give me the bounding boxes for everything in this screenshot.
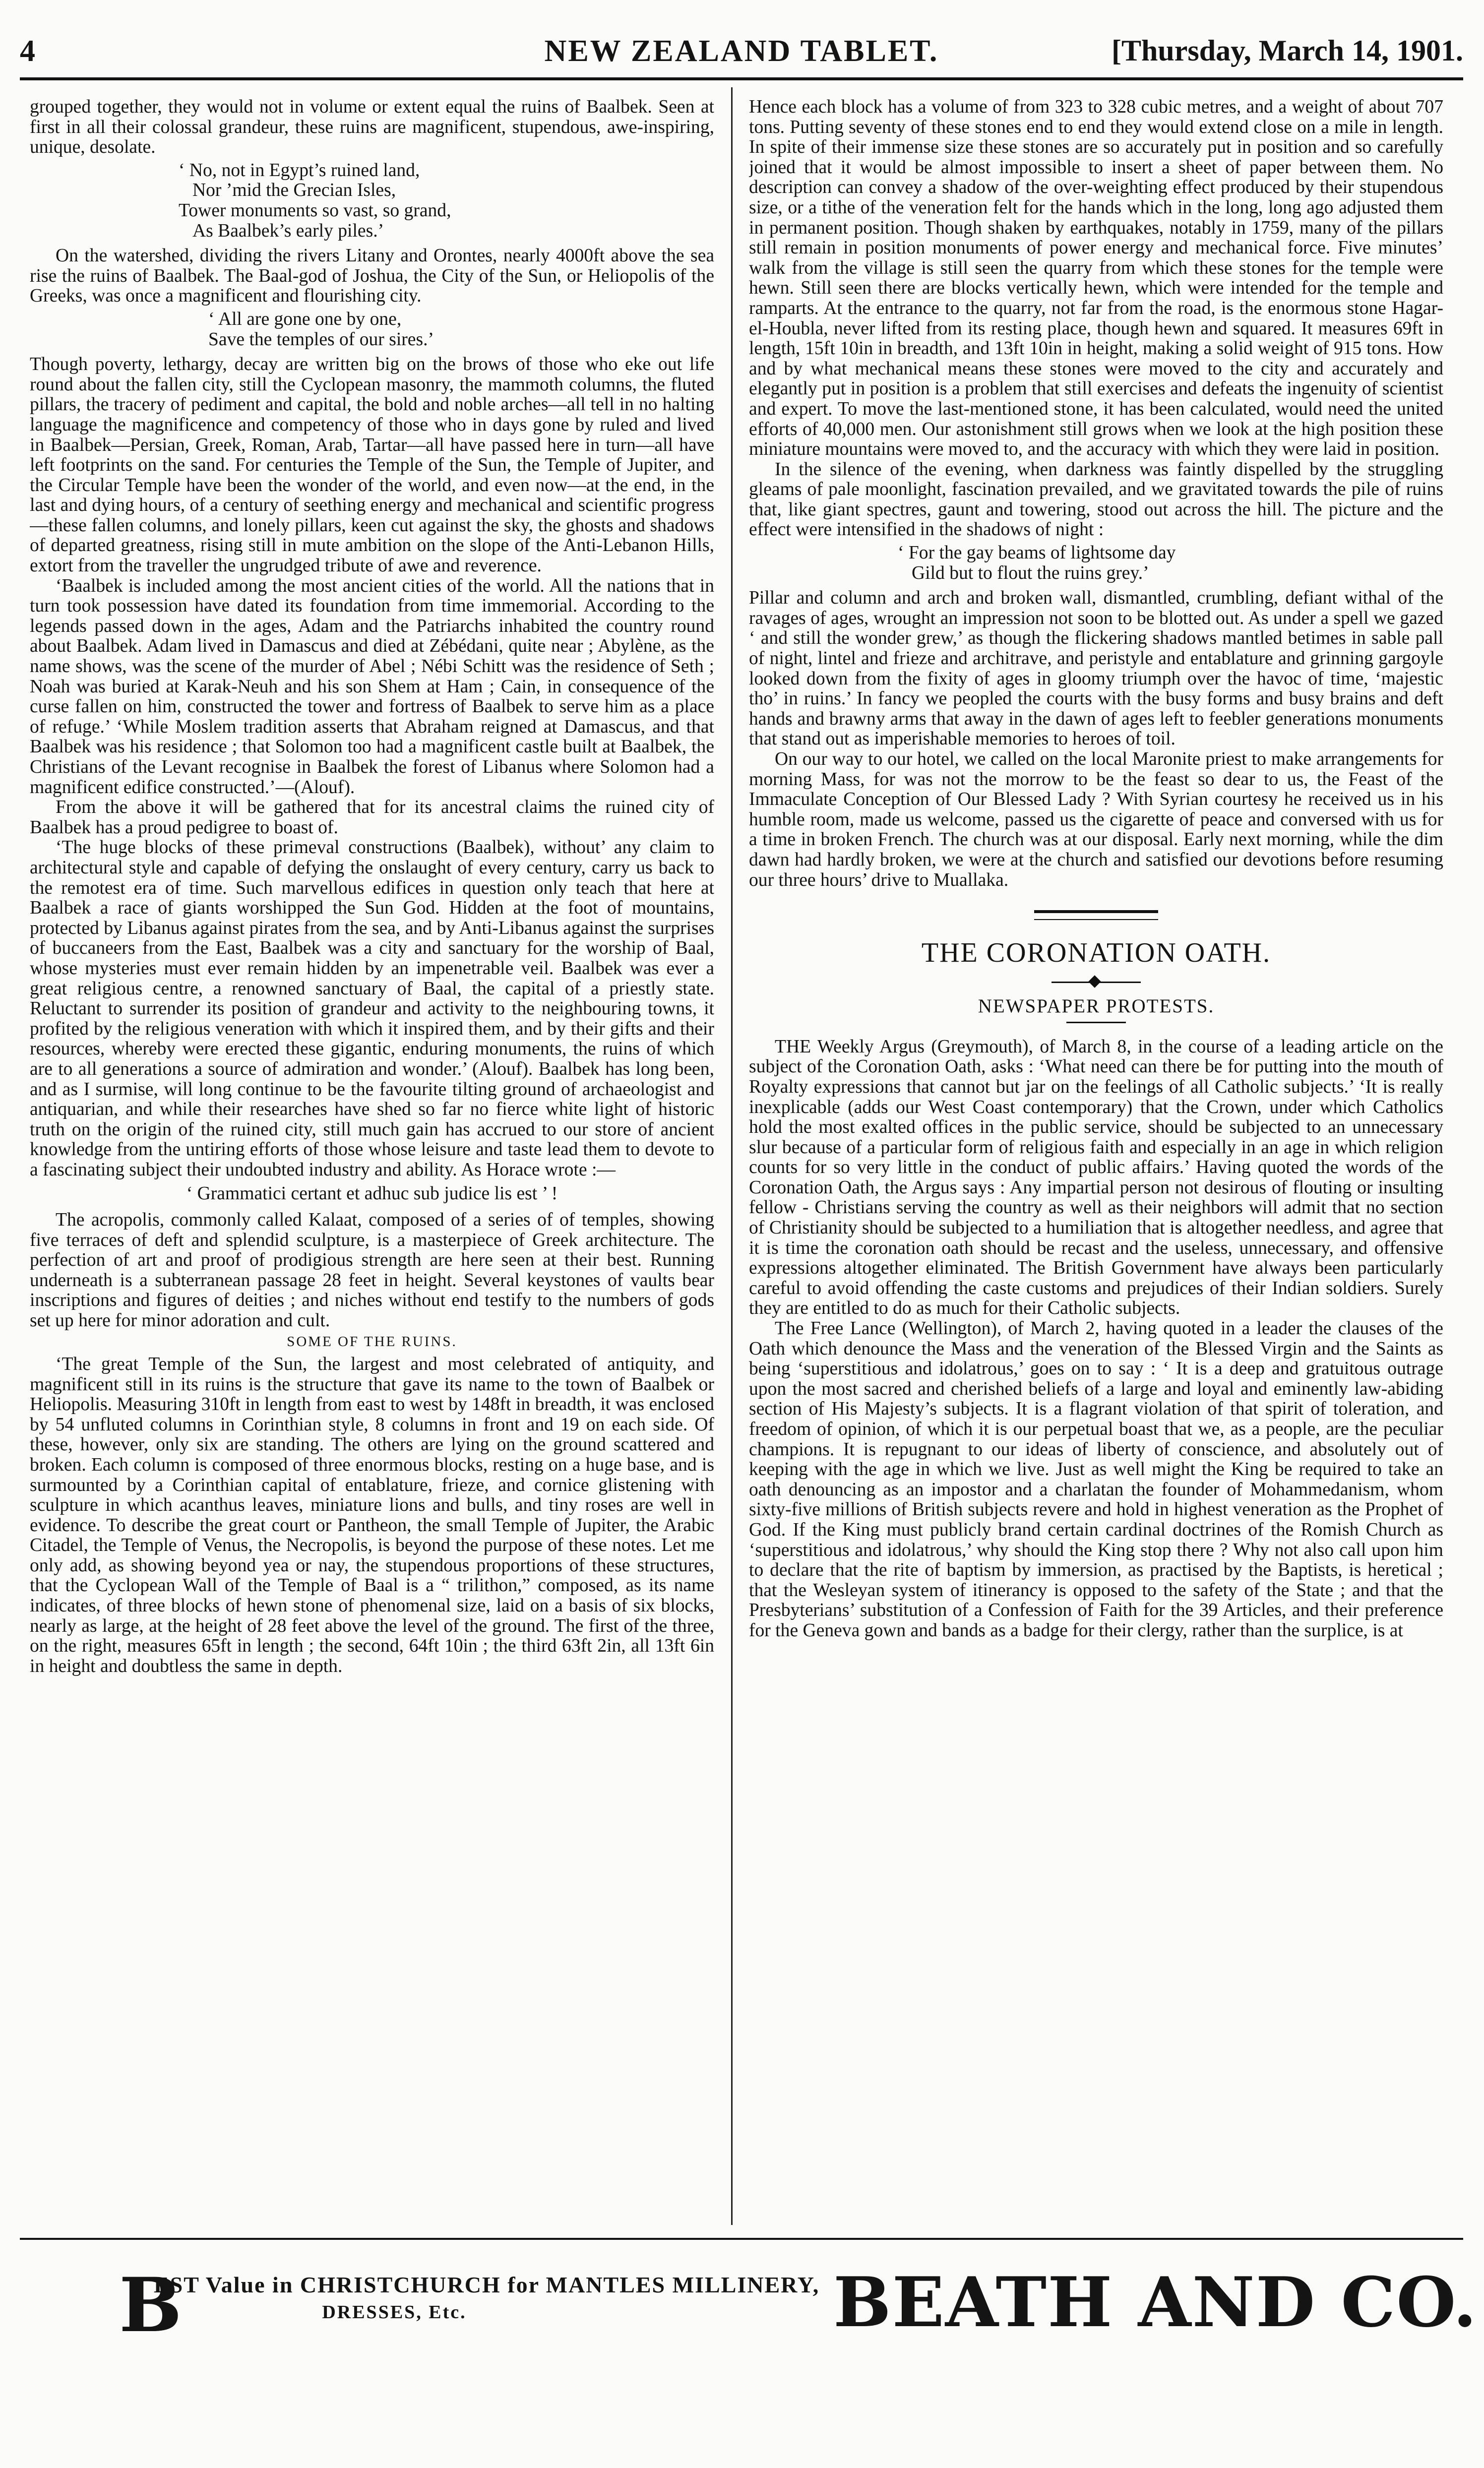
diamond-ornament — [1051, 976, 1141, 988]
footer-rule — [20, 2238, 1463, 2240]
publication-title: NEW ZEALAND TABLET. — [544, 34, 939, 68]
verse-line: ‘ For the gay beams of lightsome day — [898, 543, 1176, 563]
paragraph: Though poverty, lethargy, decay are written big on the brows of those who eke out life round about the fallen city, still the Cyclopean masonry, the mammoth columns, the fluted pillars, the tracery of pediment and capital, the bold and noble arches—all tell in no halting language the magnificence and competency of those who in days gone by ruled and lived in Baalbek—Persian, Greek, Roman, Arab, Tartar—all have passed here in turn—all have left footprints on the sand. For centuries the Temple of the Sun, the Temple of Jupiter, and the Circular Temple have been the wonder of the world, and even now—at the end, in the last and dying hours, of a century of seething energy and mechanical and scientific progress—these fallen columns, and lonely pillars, keen cut against the sky, the ghosts and shadows of departed greatness, rising still in mute ambition on the slope of the Anti-Lebanon Hills, extort from the traveller the ungrudged tribute of awe and reverence. — [30, 354, 714, 576]
verse-line: Save the temples of our sires.’ — [208, 329, 434, 350]
verse-line: As Baalbek’s early piles.’ — [192, 220, 384, 241]
verse-gay-beams — [898, 543, 1443, 583]
paragraph: On our way to our hotel, we called on the local Maronite priest to make arrangements for morning Mass, for was not the morrow to be the feast so dear to us, the Feast of the Immaculate Conception of Our Blessed Lady ? With Syrian courtesy he received us in his humble room, made us welcome, passed us the cigarette of peace and conversed with us for a time in broken French. The church was at our disposal. Early next morning, while the dim dawn had hardly broken, we were at the church and satisfied our devotions before resuming our three hours’ drive to Muallaka. — [749, 749, 1443, 890]
left-column — [30, 97, 714, 2228]
paragraph: On the watershed, dividing the rivers Litany and Orontes, nearly 4000ft above the sea rise the ruins of Baalbek. The Baal-god of Joshua, the City of the Sun, or Heliopolis of the Greeks, was once a magnificent and flourishing city. — [30, 246, 714, 307]
verse-all-are-gone — [208, 309, 714, 350]
masthead — [20, 29, 1463, 73]
footer-advertisements — [20, 2247, 1478, 2435]
page-number: 4 — [20, 34, 35, 68]
latin-quote: ‘ Grammatici certant et adhuc sub judice lis est ’ ! — [186, 1183, 558, 1204]
paragraph: ‘The great Temple of the Sun, the largest and most celebrated of antiquity, and magnificent still in its ruins is the structure that gave its name to the town of Baalbek or Heliopolis. Measuring 310ft in length from east to west by 148ft in breadth, it was enclosed by 54 unfluted columns in Corinthian style, 8 columns in front and 19 on each side. Of these, however, only six are standing. The others are lying on the ground scattered and broken. Each column is composed of three enormous blocks, resting on a huge base, and is surmounted by a Corinthian capital of entablature, frieze, and cornice glistening with sculpture in which acanthus leaves, miniature lions and bulls, and tiny roses are well in evidence. To describe the great court or Pantheon, the small Temple of Jupiter, the Arabic Citadel, the Temple of Venus, the Necropolis, is beyond the purpose of these notes. Let me only add, as showing beyond yea or nay, the stupendous proportions of these structures, that the Cyclopean Wall of the Temple of Baal is a “ trilithon,” composed, as its name indicates, of three blocks of hewn stone of phenomenal size, laid on a basis of six blocks, nearly as large, at the height of 28 feet above the level of the ground. The first of the three, on the right, measures 65ft in length ; the second, 64ft 10in ; the third 63ft 2in, all 13ft 6in in height and doubtless the same in depth. — [30, 1354, 714, 1676]
verse-line: ‘ No, not in Egypt’s ruined land, — [179, 160, 420, 181]
paragraph: THE Weekly Argus (Greymouth), of March 8, in the course of a leading article on the subject of the Coronation Oath, asks : ‘What need can there be for putting into the mouth of Royalty expressions that cannot but jar on the feelings of all Catholic subjects.’ ‘It is really inexplicable (adds our West Coast contemporary) that the Crown, under which Catholics hold the most exalted offices in the public service, should be subjected to an unnecessary slur because of a particular form of religious faith and especially in an age in which religion counts for so very little in the conduct of public affairs.’ Having quoted the words of the Coronation Oath, the Argus says : Any impartial person not desirous of flouting or insulting fellow - Christians serving the country as well as their neighbors will admit that no section of Christianity should be subjected to a humiliation that is altogether needless, and agree that it is time the coronation oath should be recast and the useless, unnecessary, and offensive expressions altogether eliminated. The British Government have always been particularly careful to avoid offending the caste customs and prejudices of their Indian soldiers. Surely they are entitled to do as much for their Catholic subjects. — [749, 1036, 1443, 1319]
paragraph: grouped together, they would not in volume or extent equal the ruins of Baalbek. Seen at first in all their colossal grandeur, these ruins are magnificent, stupendous, awe-inspiring, unique, desolate. — [30, 97, 714, 158]
paragraph: ‘Baalbek is included among the most ancient cities of the world. All the nations that in turn took possession have dated its foundation from time immemorial. According to the legends passed down in the ages, Adam and the Patriarchs inhabited the country round about Baalbek. Adam lived in Damascus and died at Zébédani, quite near ; Abylène, as the name shows, was the scene of the murder of Abel ; Nébi Schitt was the residence of Seth ; Noah was buried at Karak-Neuh and his son Shem at Ham ; Cain, in consequence of the curse fallen on him, constructed the tower and fortress of Baalbek to serve him as a place of refuge.’ ‘While Moslem tradition asserts that Abraham reigned at Damascus, and that Baalbek was his residence ; that Solomon too had a magnificent castle built at Baalbek, the Christians of the Levant recognise in Baalbek the forest of Libanus where Solomon had a magnificent edifice constructed.’—(Alouf). — [30, 575, 714, 798]
section-subtitle: NEWSPAPER PROTESTS. — [978, 995, 1215, 1017]
paragraph: The Free Lance (Wellington), of March 2, having quoted in a leader the clauses of the Oath which denounce the Mass and the veneration of the Blessed Virgin and the Saints as being ‘superstitious and idolatrous,’ goes on to say : ‘ It is a deep and gratuitous outrage upon the most sacred and cherished beliefs of a large and loyal and eminently law-abiding section of His Majesty’s subjects. It is a flagrant violation of that spirit of toleration, and freedom of opinion, of which it is our perpetual boast that we, as a people, are the peculiar champions. It is repugnant to our ideas of liberty of conscience, and absolutely out of keeping with the age in which we live. Just as well might the King be required to take an oath denouncing as an impostor and a charlatan the founder of Mohammedanism, whom sixty-five millions of British subjects revere and hold in highest veneration as the Prophet of God. If the King must publicly brand certain cardinal doctrines of the Romish Church as ‘superstitious and idolatrous,’ why should the King stop there ? Why not also call upon him to declare that the rite of baptism by immersion, as practised by the Baptists, is heretical ; that the Wesleyan system of itinerancy is opposed to the safety of the State ; and that the Presbyterians’ substitution of a Confession of Faith for the 39 Articles, and their preference for the Geneva gown and bands as a badge for their clergy, rather than the surplice, is at — [749, 1318, 1443, 1641]
masthead-rule — [20, 77, 1463, 80]
paragraph: Hence each block has a volume of from 323 to 328 cubic metres, and a weight of about 707 tons. Putting seventy of these stones end to end they would extend close on a mile in length. In spite of their immense size these stones are so accurately put in position and so carefully joined that it would be almost impossible to insert a sheet of paper between them. No description can convey a shadow of the over-weighting effect produced by their stupendous size, or a tithe of the veneration felt for the hands which in the long, long ago adjusted them in permanent position. Though shaken by earthquakes, notably in 1759, many of the pillars still remain in position monuments of power energy and mechanical force. Five minutes’ walk from the village is still seen the quarry from which these stones for the temple were hewn. Still seen there are blocks vertically hewn, which were intended for the temple and ramparts. At the entrance to the quarry, not far from the road, is the enormous stone Hagar-el-Houbla, never lifted from its resting place, though hewn and squared. It measures 69ft in length, 15ft 10in in breadth, and 13ft 10in in height, making a solid weight of 915 tons. How and by what mechanical means these stones were moved to the city and accurately and elegantly put in position is a problem that still exercises and defeats the ingenuity of scientist and expert. To move the last-mentioned stone, it has been calculated, would need the united efforts of 40,000 men. Our astonishment still grows when we look at the high position these miniature mountains were moved to, and the accuracy with which they were laid in position. — [749, 97, 1443, 460]
subheading-some-of-the-ruins: SOME OF THE RUINS. — [287, 1333, 457, 1350]
paragraph: Pillar and column and arch and broken wall, dismantled, crumbling, defiant withal of the ravages of ages, wrought an impression not soon to be blotted out. As under a spell we gazed ‘ and still the wonder grew,’ as though the flickering shadows mantled betimes in sable pall of night, lintel and frieze and architrave, and peristyle and entablature and grinning gargoyle looked down from the fixity of ages in gloomy triumph over the havoc of time, ‘majestic tho’ in ruins.’ In fancy we peopled the courts with the busy forms and busy brains and deft hands and brawny arms that away in the dawn of ages left to feebler generations monuments that stand out as imperishable memories to heroes of toil. — [749, 588, 1443, 749]
ad-line: DRESSES, Etc. — [322, 2302, 467, 2323]
verse-line: Gild but to flout the ruins grey.’ — [912, 562, 1149, 583]
paragraph: In the silence of the evening, when darkness was faintly dispelled by the struggling gleams of pale moonlight, fascination prevailed, and we gravitated towards the pile of ruins that, like giant spectres, gaunt and towering, stood out across the hill. The picture and the effect were intensified in the shadows of night : — [749, 459, 1443, 540]
paragraph: From the above it will be gathered that for its ancestral claims the ruined city of Baalbek has a proud pedigree to boast of. — [30, 797, 714, 838]
verse-line: ‘ All are gone one by one, — [208, 308, 402, 329]
advertisement-beath-and-co: BEATH AND CO. — [833, 2262, 1478, 2343]
drop-capital: B — [119, 2262, 182, 2349]
verse-no-not-in-egypt — [179, 161, 714, 241]
section-separator-rule — [1034, 910, 1158, 920]
paragraph: ‘The huge blocks of these primeval constructions (Baalbek), without’ any claim to architectural style and capable of defying the onslaught of every century, carry us back to the remotest era of time. Such marvellous edifices in question only teach that here at Baalbek a race of giants worshipped the Sun God. Hidden at the foot of mountains, protected by Libanus against pirates from the sea, and by Anti-Libanus against the surprises of buccaneers from the East, Baalbek was a city and sanctuary for the worship of Baal, whose mysteries must ever remain hidden by an impenetrable veil. Baalbek was ever a great religious centre, a renowned sanctuary of Baal, the capital of a priestly state. Reluctant to surrender its position of grandeur and activity to the neighbouring towns, it profited by the religious veneration with which it inspired them, and by their gifts and their resources, whereby were erected these gigantic, enduring monuments, the ruins of which are to all generations a source of admiration and wonder.’ (Alouf). Baalbek has long been, and as I surmise, will long continue to be the favourite tilting ground of archaeologist and antiquarian, and while their researches have shed so far no fierce white light of historic truth on the origin of the ruined city, still much gain has accrued to our store of ancient knowledge from the untiring efforts of those whose leisure and taste lead them to devote to a fascinating subject their undoubted industry and ability. As Horace wrote :— — [30, 837, 714, 1180]
paragraph: The acropolis, commonly called Kalaat, composed of a series of of temples, showing five terraces of deft and splendid sculpture, is a masterpiece of Greek architecture. The perfection of art and proof of prodigious strength are here seen at their best. Running underneath is a subterranean passage 28 feet in height. Several keystones of vaults bear inscriptions and figures of deities ; and niches without end testify to the numbers of gods set up here for minor adoration and cult. — [30, 1210, 714, 1331]
issue-date: [Thursday, March 14, 1901. — [1112, 34, 1463, 67]
right-column — [749, 97, 1443, 2228]
ad-line: EST Value in CHRISTCHURCH for MANTLES MILLINERY, — [154, 2272, 820, 2297]
verse-line: Tower monuments so vast, so grand, — [179, 200, 451, 221]
column-divider — [731, 87, 733, 2225]
section-title: THE CORONATION OATH. — [921, 937, 1271, 969]
subtitle-rule — [1066, 1022, 1126, 1023]
verse-line: Nor ’mid the Grecian Isles, — [192, 180, 396, 201]
